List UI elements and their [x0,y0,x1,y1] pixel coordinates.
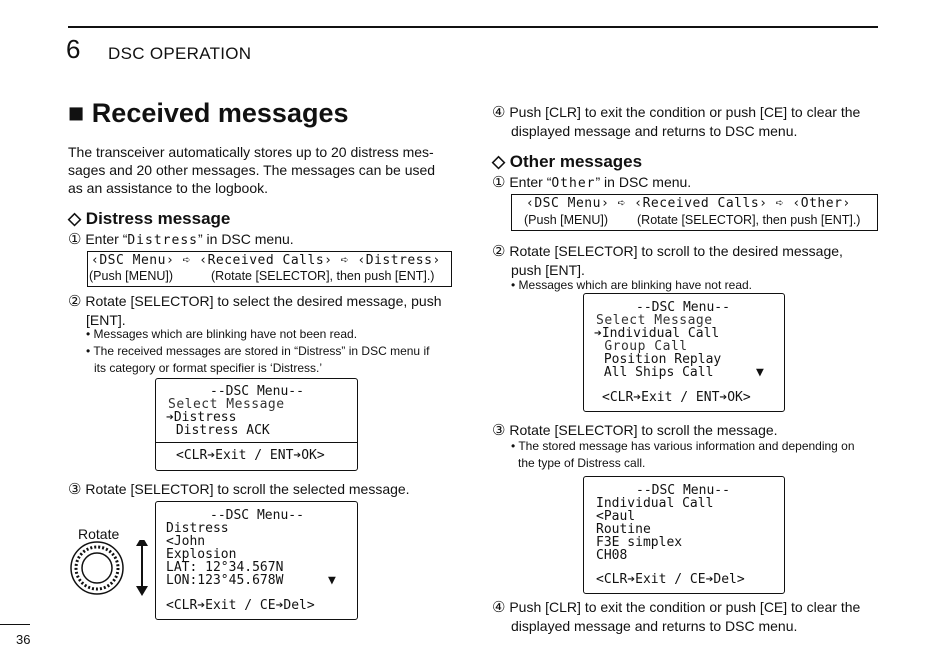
menu-code: Distress [127,233,198,248]
lcd-screen-other-detail [583,476,785,594]
intro-line: sages and 20 other messages. The messages can be used [68,162,436,178]
lcd-footer: <CLR➔Exit / CE➔Del> [596,572,745,587]
menu-path: ‹DSC Menu› ➪ ‹Received Calls› ➪ ‹Distress› [91,253,441,268]
distress-heading: ◇ Distress message [68,209,231,228]
menu-hint: (Rotate [SELECTOR], then push [ENT].) [637,213,861,227]
other-heading: ◇ Other messages [492,152,643,171]
step-text: Enter “ [509,174,552,190]
lcd-line: CH08 [596,548,628,563]
step-text: Push [CLR] to exit the condition or push [CE] to clear the [509,104,861,120]
intro-line: as an assistance to the logbook. [68,180,269,196]
rotate-label: Rotate [78,526,120,542]
bullet-text: the type of Distress call. [518,456,646,470]
step-number: ② [68,293,82,310]
lcd-line: All Ships Call [596,365,714,380]
step-text: ” in DSC menu. [595,174,692,190]
lcd-screen-distress-menu [155,378,358,471]
lcd-line: F3E simplex [596,535,683,550]
lcd-footer: <CLR➔Exit / ENT➔OK> [602,390,751,405]
distress-step1 [68,230,294,250]
lcd-screen-other-menu [583,293,785,412]
menu-path: ‹DSC Menu› ➪ ‹Received Calls› ➪ ‹Other› [526,196,851,211]
lcd-line: Individual Call [596,496,714,511]
step-number: ① [68,231,82,248]
distress-bullets [86,326,458,377]
section-title: ■ Received messages [68,98,349,128]
step-number: ③ [492,422,506,439]
step-number: ③ [68,481,82,498]
lcd-footer: <CLR➔Exit / CE➔Del> [166,598,315,613]
distress-step3 [68,480,410,499]
step-text: Rotate [SELECTOR] to scroll the message. [509,422,778,438]
other-menu-path-box [511,194,878,231]
step-number: ④ [492,599,506,616]
other-step2 [492,242,882,279]
selector-knob-icon [68,540,158,600]
menu-hint: (Rotate [SELECTOR], then push [ENT].) [211,269,435,283]
menu-code: Other [551,176,596,191]
lcd-title: --DSC Menu-- [636,300,730,315]
other-bullet: • Messages which are blinking have not read. [511,278,753,292]
step-text: Rotate [SELECTOR] to scroll the selected message. [85,481,410,497]
bullet-text: • The received messages are stored in “Distress” in DSC menu if [86,344,430,358]
lcd-line-selected: ➔Individual Call [594,326,720,341]
chapter-title: DSC OPERATION [108,44,252,63]
lcd-line: <John [166,534,206,549]
lcd-line: Explosion [166,547,237,562]
intro-line: The transceiver automatically stores up to 20 distress mes- [68,144,434,160]
step-text: Rotate [SELECTOR] to select the desired message, push [85,293,442,309]
step-text: Enter “ [85,231,128,247]
lcd-title: --DSC Menu-- [210,384,304,399]
other-step1 [492,173,691,193]
other-bullet3 [511,438,886,472]
distress-menu-path-box [87,251,452,287]
step-text: Push [CLR] to exit the condition or push [CE] to clear the [509,599,861,615]
right-step4-top [492,103,882,140]
bullet-text: its category or format specifier is ‘Distress.’ [94,361,323,375]
lcd-line: Distress ACK [168,423,270,438]
lcd-line: LON:123°45.678W [166,573,284,588]
step-text: [ENT]. [86,312,126,328]
step-text: displayed message and returns to DSC menu. [511,123,798,139]
step-number: ① [492,174,506,191]
distress-step2 [68,292,458,329]
lcd-line-selected: ➔Distress [166,410,237,425]
chapter-number: 6 [66,34,81,64]
lcd-line: Routine [596,522,651,537]
step-text: push [ENT]. [511,262,585,278]
step-text: ” in DSC menu. [197,231,294,247]
lcd-title: --DSC Menu-- [210,508,304,523]
step-text: displayed message and returns to DSC menu. [511,618,798,634]
lcd-line: Select Message [168,397,285,412]
bullet-text: • Messages which are blinking have not been read. [86,327,358,341]
footer-rule [0,624,30,625]
top-rule [68,26,878,28]
menu-hint: (Push [MENU]) [89,269,174,283]
step-number: ② [492,243,506,260]
right-step4-bottom [492,598,882,635]
scroll-down-icon: ▼ [328,573,336,588]
lcd-line: LAT: 12°34.567N [166,560,284,575]
lcd-line: Select Message [596,313,713,328]
step-text: Rotate [SELECTOR] to scroll to the desired message, [509,243,843,259]
step-number: ④ [492,104,506,121]
lcd-line: <Paul [596,509,636,524]
lcd-divider [156,442,357,443]
bullet-text: • The stored message has various information and depending on [511,439,855,453]
lcd-line: Position Replay [596,352,722,367]
page-number: 36 [16,632,31,647]
lcd-screen-distress-detail [155,501,358,620]
scroll-down-icon: ▼ [756,365,764,380]
lcd-title: --DSC Menu-- [636,483,730,498]
lcd-line: Group Call [596,339,688,354]
menu-hint: (Push [MENU]) [524,213,609,227]
lcd-line: Distress [166,521,229,536]
intro-paragraph [68,143,453,197]
lcd-footer: <CLR➔Exit / ENT➔OK> [176,448,325,463]
